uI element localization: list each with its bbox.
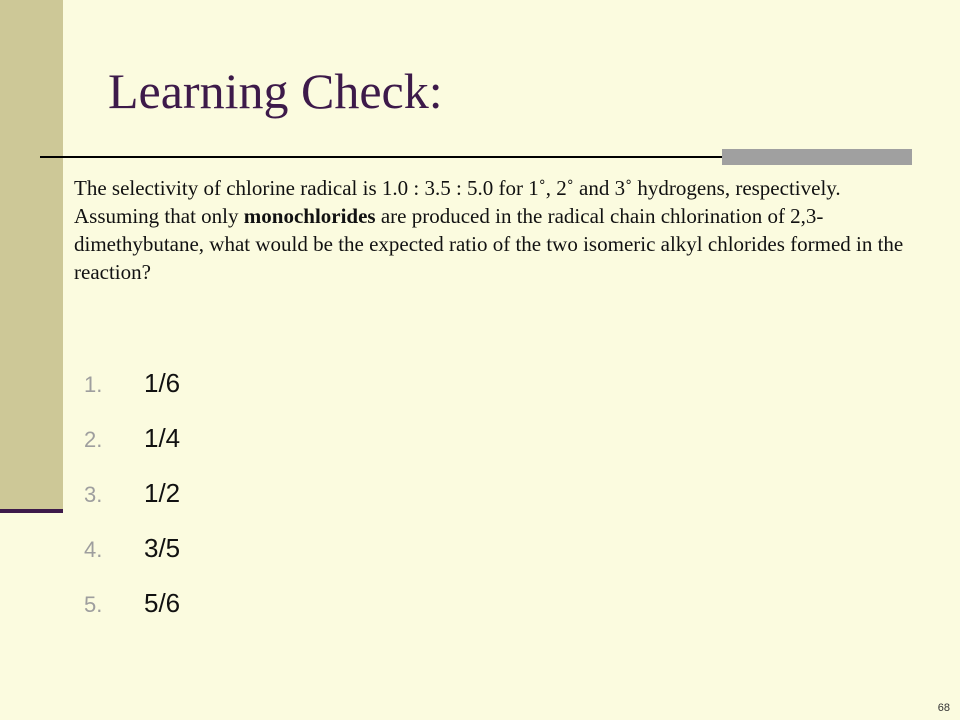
question-text	[74, 174, 924, 286]
choice-number: 5.	[84, 592, 103, 617]
choice-item	[84, 356, 180, 411]
choice-text: 1/4	[144, 423, 181, 453]
choice-number: 4.	[84, 537, 103, 562]
choice-text: 1/6	[144, 368, 181, 398]
choice-item	[84, 466, 180, 521]
page-number: 68	[937, 702, 950, 714]
answer-choices	[84, 356, 180, 631]
question-part-2: are produced in the radical chain chlorination of 2,3-dimethybutane, what would be the expected ratio of the two isomeric alkyl chlorides formed in the reaction?	[74, 204, 904, 284]
choice-text: 5/6	[144, 588, 181, 618]
choice-item	[84, 576, 180, 631]
side-band-accent	[0, 509, 63, 513]
choice-text: 1/2	[144, 478, 181, 508]
slide-title: Learning Check:	[108, 63, 443, 119]
choice-number: 1.	[84, 372, 103, 397]
choice-item	[84, 411, 180, 466]
question-bold-term: monochlorides	[243, 204, 376, 228]
choice-number: 3.	[84, 482, 103, 507]
title-divider-accent	[722, 149, 912, 165]
choice-text: 3/5	[144, 533, 181, 563]
question-part-1: The selectivity of chlorine radical is 1.0 : 3.5 : 5.0 for 1˚, 2˚ and 3˚ hydrogens, respectively. Assuming that only	[74, 176, 841, 228]
choice-item	[84, 521, 180, 576]
choice-number: 2.	[84, 427, 103, 452]
side-band	[0, 0, 63, 510]
